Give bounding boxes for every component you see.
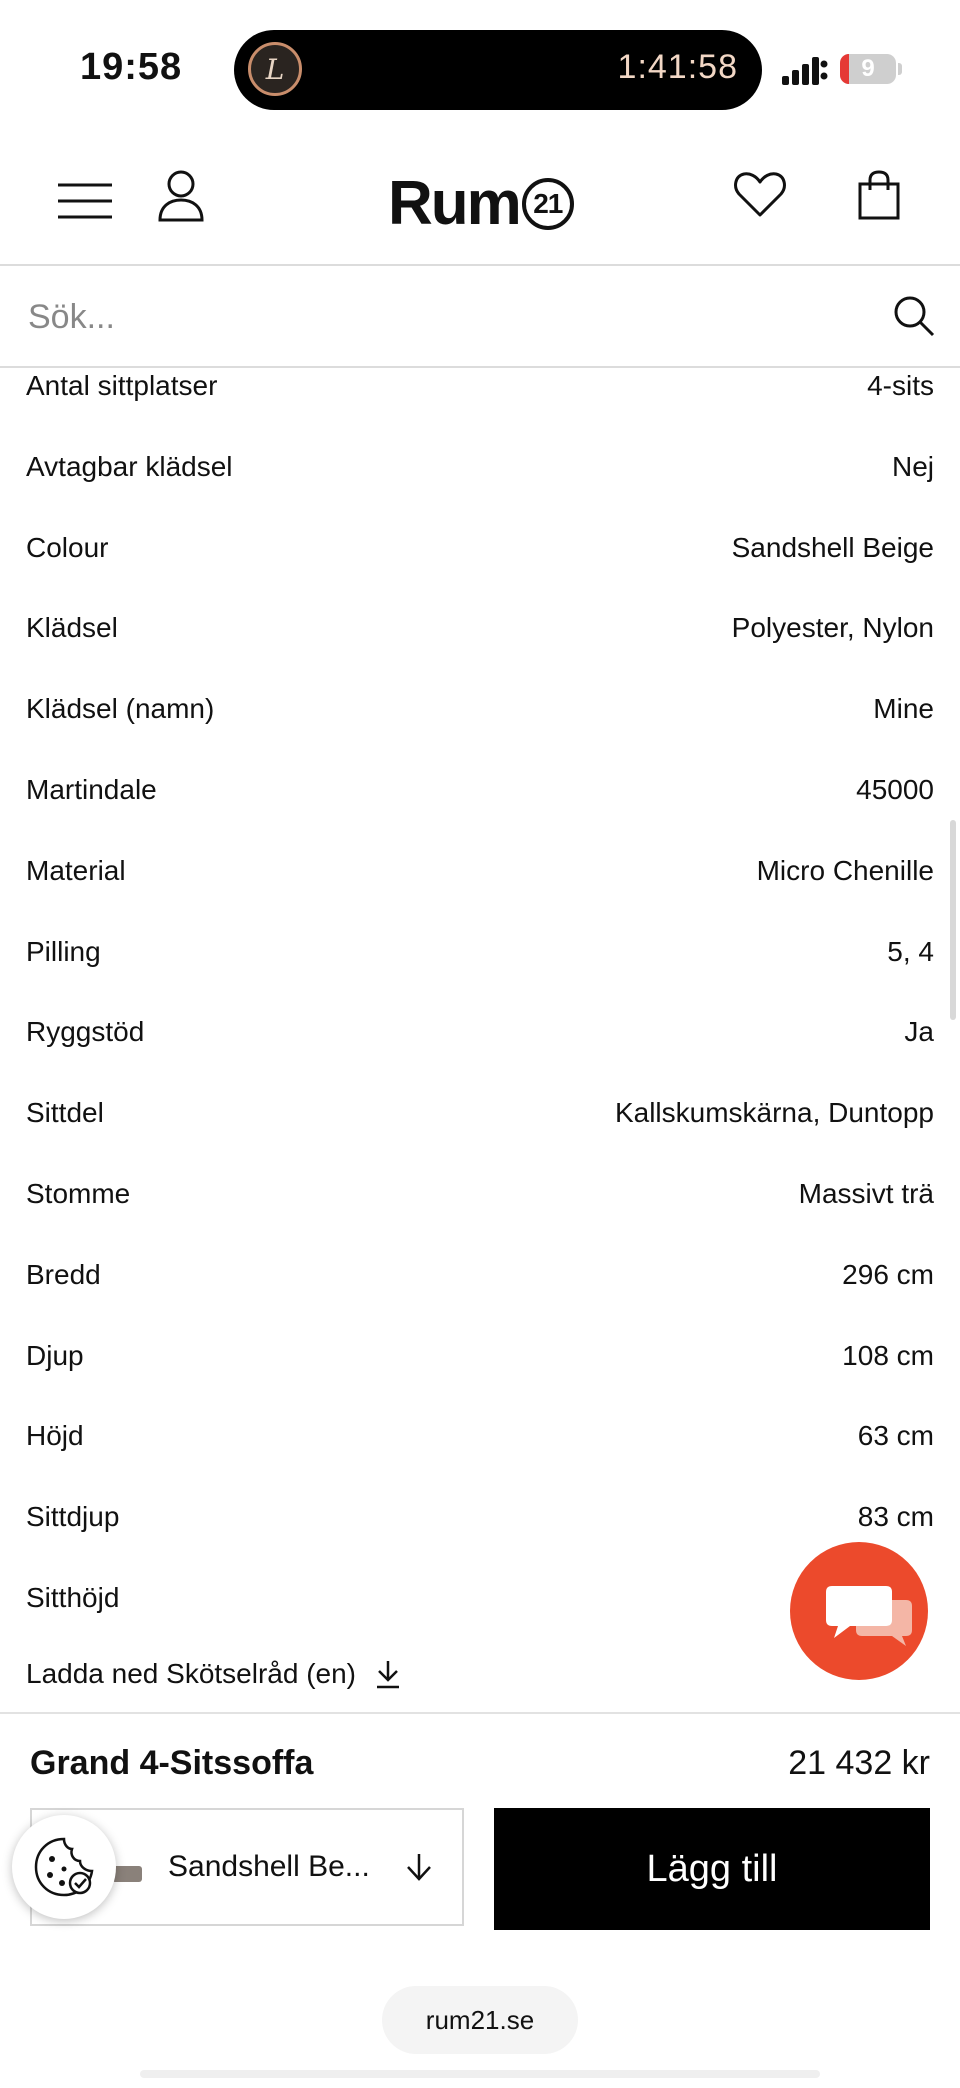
spec-label: Klädsel (namn) [26, 693, 215, 725]
spec-value: 45000 [856, 773, 934, 805]
chat-button[interactable] [790, 1542, 928, 1680]
spec-row [0, 669, 960, 750]
spec-label: Martindale [26, 773, 157, 805]
color-swatch [112, 1866, 142, 1882]
spec-row [0, 1073, 960, 1154]
spec-value: 296 cm [842, 1258, 934, 1290]
spec-row [0, 1235, 960, 1316]
spec-value: Polyester, Nylon [731, 612, 934, 644]
logo-text: Rum [388, 169, 520, 238]
site-logo[interactable] [388, 168, 574, 239]
spec-label: Ryggstöd [26, 1016, 145, 1048]
chat-bubbles-icon [790, 1542, 928, 1680]
spec-label: Sitthöjd [26, 1581, 120, 1613]
status-time: 19:58 [80, 46, 183, 88]
spec-row [0, 1396, 960, 1477]
spec-value: Nej [891, 450, 934, 482]
spec-row [0, 992, 960, 1073]
spec-row [0, 1316, 960, 1397]
spec-value: Mine [873, 693, 934, 725]
logo-badge: 21 [522, 178, 574, 230]
spec-value: Ja [904, 1016, 934, 1048]
spec-label: Höjd [26, 1420, 84, 1452]
spec-value: Micro Chenille [756, 854, 934, 886]
menu-icon[interactable] [58, 182, 112, 220]
spec-value: 5, 4 [887, 935, 934, 967]
download-icon [374, 1659, 402, 1689]
spec-row [0, 1154, 960, 1235]
scrollbar[interactable] [950, 820, 956, 1020]
battery-percent: 9 [861, 55, 875, 82]
product-name: Grand 4-Sitssoffa [30, 1744, 314, 1782]
dynamic-island[interactable] [234, 30, 762, 110]
search-input[interactable] [26, 286, 850, 348]
spec-label: Bredd [26, 1258, 101, 1290]
spec-row [0, 346, 960, 427]
product-price: 21 432 kr [788, 1744, 930, 1782]
spec-value: Massivt trä [798, 1177, 934, 1209]
spec-label: Stomme [26, 1177, 131, 1209]
battery-tip [898, 63, 902, 75]
spec-row [0, 508, 960, 589]
home-indicator[interactable] [140, 2070, 820, 2078]
cookie-icon [12, 1815, 116, 1919]
spec-label: Material [26, 854, 126, 886]
download-care-guide-link[interactable] [26, 1658, 402, 1690]
spec-label: Avtagbar klädsel [26, 450, 233, 482]
spec-row [0, 750, 960, 831]
spec-label: Antal sittplatser [26, 370, 218, 401]
browser-url-bar[interactable]: rum21.se [382, 1986, 578, 2054]
spec-row [0, 427, 960, 508]
spec-label: Klädsel [26, 612, 118, 644]
account-icon[interactable] [158, 170, 204, 222]
spec-label: Djup [26, 1339, 84, 1371]
spec-value: 108 cm [842, 1339, 934, 1371]
status-bar [0, 0, 960, 140]
spec-row [0, 831, 960, 912]
spec-label: Pilling [26, 935, 101, 967]
spec-label: Colour [26, 531, 109, 563]
search-icon[interactable] [892, 294, 936, 338]
spec-label: Sittdjup [26, 1501, 120, 1533]
wishlist-heart-icon[interactable] [734, 172, 786, 218]
spec-value: 83 cm [857, 1501, 934, 1533]
battery-icon [840, 54, 896, 84]
spec-row [0, 588, 960, 669]
app-logo-icon: L [248, 42, 302, 96]
add-to-cart-button[interactable]: Lägg till [494, 1808, 930, 1930]
spec-value: 4-sits [867, 370, 934, 401]
shopping-bag-icon[interactable] [858, 170, 900, 220]
spec-label: Sittdel [26, 1097, 104, 1129]
cookie-settings-button[interactable] [12, 1815, 116, 1919]
spec-row [0, 912, 960, 993]
download-label: Ladda ned Skötselråd (en) [26, 1658, 356, 1689]
variant-selected-value: Sandshell Be... [168, 1850, 370, 1883]
signal-icon [782, 56, 828, 86]
product-specifications [0, 346, 960, 1639]
site-header [0, 140, 960, 266]
spec-value: Kallskumskärna, Duntopp [614, 1097, 934, 1129]
spec-value: 63 cm [857, 1420, 934, 1452]
arrow-down-icon [404, 1852, 434, 1882]
island-timer: 1:41:58 [617, 48, 738, 86]
spec-value: Sandshell Beige [731, 531, 934, 563]
